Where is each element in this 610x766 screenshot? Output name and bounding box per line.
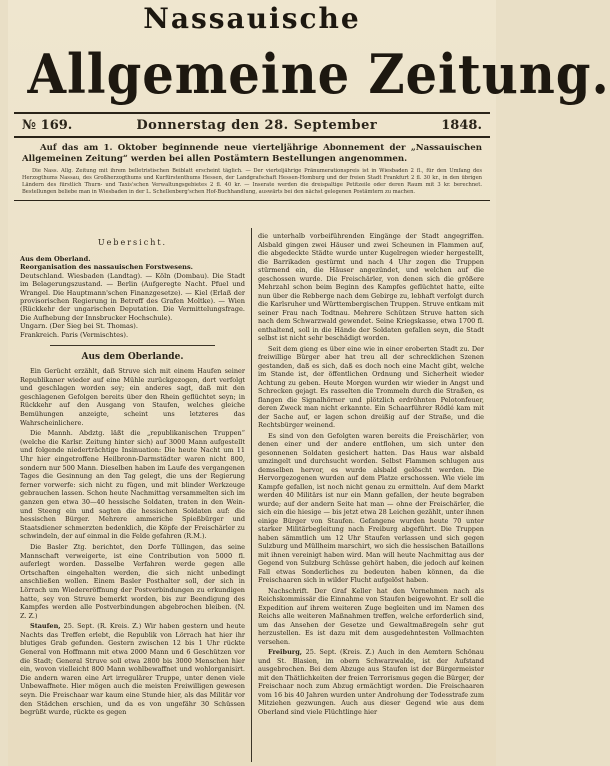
article-paragraph bbox=[258, 648, 484, 716]
toc-line: Ungarn. (Der Sieg bei St. Thomas). bbox=[20, 322, 138, 331]
article-paragraph: Die Basler Ztg. berichtet, den Dorfe Tüllingen, das seine Mannschaft verweigerte, ist eine Contribution von 5000 fl. auferlegt worden. Dasselbe Verfahren werde gegen alle Ortschaften eingehalten werden, die sich nicht unbedingt anschließen wollen. Einem Basler Posthalter soll, der sich in Lörrach um Wiedereröffnung der Postverbindungen zu erkundigen hatte, sey von Struve bemerkt worden, bis zur Beendigung des Kampfes werden alle Postverbindungen abgebrochen bleiben. (N. Z. Z.) bbox=[20, 542, 245, 620]
staufen-dateline: Staufen, bbox=[30, 622, 61, 631]
issue-year: 1848. bbox=[441, 117, 482, 133]
divider-columns bbox=[14, 200, 490, 201]
toc-line: Reorganisation des nassauischen Forstwesens. bbox=[20, 263, 193, 272]
subscription-notice: Auf das am 1. Oktober beginnende neue vierteljährige Abonnement der „Nassauischen Allgemeinen Zeitung“ werden bei allen Postämtern Bestellungen angenommen. bbox=[22, 143, 482, 164]
subscription-details: Die Nass. Allg. Zeitung mit ihrem belletristischen Beiblatt erscheint täglich. — Der vierteljährige Pränumerationspreis ist in Wiesbaden 2 fl., für den Umfang des Herzogthums Nassau, des Großherzogthums und Kurfürstenthums Hessen, der Landgrafschaft Hessen-Homburg und der freien Stadt Frankfurt 2 fl. 30 kr., in den übrigen Ländern des fürstlich Thurn- und Taxis'schen Verwaltungsgebietes 2 fl. 40 kr. — Inserate werden die dreispaltige Petitzeile oder deren Raum mit 3 kr. berechnet. Bestellungen beliebe man in Wiesbaden in der L. Schellenberg'schen Hof-Buchhandlung, auswärts bei den nächst gelegenen Postämtern zu machen. bbox=[22, 168, 482, 195]
toc bbox=[20, 255, 245, 339]
toc-heading: Uebersicht. bbox=[97, 238, 168, 247]
article-paragraph: die unterhalb vorbeiführenden Eingänge der Stadt angegriffen. Alsbald gingen zwei Häuser und zwei Scheunen in Flammen auf, die abgedeckte Städte wurde unter Kugelregen wieder hergestellt, die Barrikaden gestürmt und nach 4 Uhr zogen die Truppen stürmend ein, die Häuser angezündet, und welchen auf die geschossen wurde. Die Freischärler, von denen sich die größere Mehrzahl schon beim Beginn des Kampfes geflüchtet hatte, eilte nun über die Rebberge nach dem Gebirge zu, lebhaft verfolgt durch die Karlsruher und Württembergischen Truppen. Struve entkam mit seiner Frau nach Todtnau. Mehrere Schützen Struve hatten sich nach dem Schwarzwald gewendet. Seine Kriegskasse, etwa 1700 fl. enthaltend, soll in die Hände der Soldaten gefallen seyn, die Stadt selbst ist nicht sehr beschädigt worden. bbox=[258, 232, 484, 342]
article-title: Aus dem Oberlande. bbox=[81, 352, 184, 363]
masthead-line1: Nassauische bbox=[143, 2, 361, 35]
freiburg-dateline: Freiburg, bbox=[268, 648, 303, 656]
article-paragraph: Es sind von den Gefolgten waren bereits die Freischärler, von denen einer und der andere entflohen, um sich unter den gesonnenen Soldaten gesichert hatten. Das Haus war alsbald umzingelt und durchsucht worden. Selbst Flammen schlugen aus demselben hervor, es wurde alsbald gelöscht werden. Die Hervorgezogenen wurden auf dem Platze erschossen. Wie viele im Kampfe gefallen, ist noch nicht genau zu ermitteln. Auf dem Markt werden 40 Militärs ist nur ein Mann gefallen, der heute begraben wurde; auf der andern Seite hat man — ohne der Freischärler, die sich ein die hiesige — bis jetzt etwa 28 Leichen gezählt, unter ihnen einige Bürger von Staufen. Gefangene wurden heute 70 unter starker Militärbegleitung nach Freiburg abgeführt. Die Truppen haben sämmtlich um 12 Uhr Staufen verlassen und sich gegen Sulzburg und Müllheim marschirt, wo sich die hessischen Bataillons mit ihnen vereinigt haben wird. Man will heute Nachmittag aus der Gegend von Sulzburg Schüsse gehört haben, die jedoch auf keinen Fall etwas Sonderliches zu bedeuten haben können, da die Freischaaren sich in wilder Flucht aufgelöst haben. bbox=[258, 431, 484, 584]
section-divider bbox=[50, 345, 215, 346]
article-paragraph: Seit dem gieng es über eine wie in einer eroberten Stadt zu. Der freiwillige Bürger aber hat treu all der schrecklichen Szenen gestanden, daß es sich, daß es doch noch eine Macht gibt, welche im Stande ist, der öffentlichen Ordnung und Sicherheit wieder Achtung zu geben. Heute Morgen wurden wir wieder in Angst und Schrecken gejagt. Es rasselten die Trommeln durch die Straßen, es flangen die Signalhörner und plötzlich erdröhnten Pelotonfeuer, deren Zweck man nicht erkannte. Ein Schaarführer Rödlé kam mit der Sache auf, er lagen schon dreißig auf der Straße, und die Rechtsbürger weinend. bbox=[258, 344, 484, 429]
toc-line: Frankreich. Paris (Vermischtes). bbox=[20, 330, 129, 339]
masthead-title: Allgemeine Zeitung. bbox=[27, 42, 610, 106]
column-right bbox=[252, 228, 490, 762]
masthead bbox=[8, 0, 610, 112]
column-left bbox=[14, 228, 252, 762]
columns bbox=[14, 228, 490, 762]
article-paragraph bbox=[20, 622, 245, 717]
toc-line: Deutschland. Wiesbaden (Landtag). — Köln (Dombau). Die Stadt im Belagerungszustand. — Berlin (Aufgeregte Nacht. Pfuel und Wrangel. Die Hauptmann'schen Finanzgesetze). — Kiel (Erlaß der provisorischen Regierung in Betreff des Grafen Moltke). — Wien (Rückkehr der ungarischen Deputation. Die Vermittelungsfrage. Die Aufhebung der Innsbrucker Hochschule). bbox=[20, 271, 245, 322]
article-paragraph: Ein Gerücht erzählt, daß Struve sich mit einem Haufen seiner Republikaner wieder auf eine Mühle zurückgezogen, dort verfolgt und geschlagen worden sey; ein anderes sagt, daß mit den geschlagenen Gefolgen bereits über den Rhein geflüchtet seyn; in Rückkehr auf den Ausgang von Staufen, welches gleiche Bemühungen anzeigte, scheint uns letzteres das Wahrscheinlichere. bbox=[20, 367, 245, 427]
staufen-text: 25. Sept. (R. Kreis. Z.) Wir haben gestern und heute Nachts das Treffen erlebt, die Republik von Lörrach hat hier ihr blutiges Grab gefunden. Gestern zwischen 12 bis 1 Uhr rückte General von Hoffmann mit etwa 2000 Mann und 6 Geschützen vor die Stadt; General Struve soll etwa 2800 bis 3000 Menschen hier ein, wovon vielleicht 800 Mann wohlbewaffnet und wohlorganisirt. Die andern waren eine Art irregulärer Truppe, unter denen viele Unbewaffnete. Hier mögen auch die meisten Freiwilligen gewesen seyn. Die Freischaar war kaum eine Stunde hier, als das Militär vor den Städchen erschien, und da es von ungefähr 30 Schüssen begrüßt wurde, rückte es gegen bbox=[20, 622, 245, 717]
article-paragraph: Nachschrift. Der Graf Keller hat den Vornehmen nach als Reichskommissär die Einnahme von Staufen beigewohnt. Er soll die Expedition auf ihrem weiteren Zuge begleiten und im Namen des Reichs alle weiteren Maßnahmen treffen, welche erforderlich sind, um das Ansehen der Gesetze und Gewaltmaßregeln sehr gut herzustellen. Es ist dazu mit dem ausgedehntesten Vollmachten versehen. bbox=[258, 586, 484, 646]
issue-number: № 169. bbox=[22, 117, 73, 133]
issue-date: Donnerstag den 28. September bbox=[136, 117, 378, 133]
toc-line: Aus dem Oberland. bbox=[20, 255, 91, 263]
dateline bbox=[8, 114, 496, 136]
newspaper-page bbox=[8, 0, 610, 766]
freiburg-text: 25. Sept. (Kreis. Z.) Auch in den Aemtern Schönau und St. Blasien, im obern Schwarzwalde, ist der Aufstand ausgebrochen. Bei dem Abzuge aus Staufen ist der Bürgermeister mit den Thätlichkeiten der freien Terrorismus gegen die Bürger, der Freischaar noch zum Abzug ermächtigt worden. Die Freischaaren vom 16 bis 40 Jahren wurden unter Androhung der Todesstrafe zum Mitziehen gezwungen. Auch aus dieser Gegend wie aus dem Oberland sind viele Flüchtlinge hier bbox=[258, 648, 484, 716]
article-paragraph: Die Mannh. Abdztg. läßt die „republikanischen Truppen“ (welche die Karlsr. Zeitung hinter sich) auf 3000 Mann aufgestellt und folgende niederträchtige Insinuation: Die heute Nacht um 11 Uhr hier eingetroffene Heilbronn-Darmstädter waren nicht 800, sondern nur 500 Mann. Dieselben haben im Laufe des vergangenen Tages die Gesinnung an den Tag gelegt, die uns der Regierung ferner vorwerfe: sich nicht zu fügen, und mit blinder Werkzeuge gebrauchen lassen. Schon heute Nachmittag versammelten sich im ganzen gen etwa 30—40 hessische Soldaten, traten in den Wein- und Steeng ein und sagten die hessischen Soldaten auf: die hessischen Bürger. Mehrere ammeriche Spießbürger und Staatsdiener schmerzten bedenklich, die Köpfe der Freischärler zu schwindeln, der auf einmal in die Felde gefahren (R.M.). bbox=[20, 429, 245, 541]
